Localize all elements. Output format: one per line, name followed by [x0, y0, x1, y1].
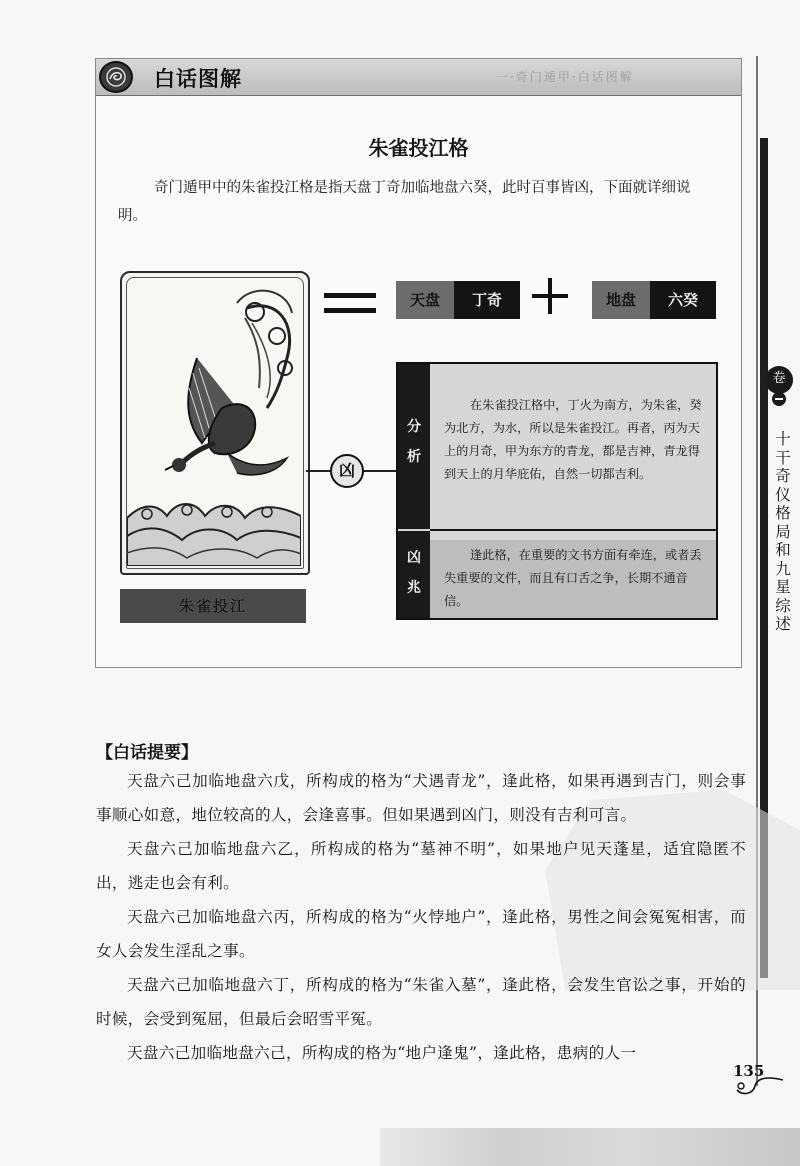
- paragraph: 天盘六己加临地盘六戊，所构成的格为“犬遇青龙”，逢此格，如果再遇到吉门，则会事事顺心如意，地位较高的人，会逢喜事。但如果遇到凶门，则没有吉利可言。: [96, 772, 746, 824]
- diagram-intro: 奇门遁甲中的朱雀投江格是指天盘丁奇加临地盘六癸，此时百事皆凶，下面就详细说明。: [118, 180, 691, 224]
- header-faint-text: 一·奇门遁甲·白话图解: [496, 70, 634, 84]
- analysis-divider: [430, 529, 716, 531]
- volume-char: 卷: [765, 366, 793, 394]
- diagram-title: 朱雀投江格: [368, 136, 469, 160]
- omen-side-label: 凶 兆: [398, 531, 430, 618]
- analysis-table: [396, 362, 718, 620]
- phoenix-illustration-card: [120, 271, 310, 575]
- paragraph: 天盘六己加临地盘六丙，所构成的格为“火悖地户”，逢此格，男性之间会冤冤相害，而女人会发生淫乱之事。: [96, 908, 746, 960]
- earth-plate-value: 六癸: [650, 281, 716, 319]
- omen-text: 逢此格，在重要的文书方面有牵连，或者丢失重要的文件，而且有口舌之争，长期不通音信。: [430, 540, 716, 618]
- chapter-title: 十干奇仪格局和九星综述: [775, 430, 791, 633]
- analysis-side-label: 分 析: [398, 364, 430, 529]
- illustration-panel: [95, 58, 742, 668]
- illustration-caption: [120, 589, 306, 623]
- earth-plate-label: 地盘: [592, 281, 650, 319]
- plus-sign-icon: [532, 278, 568, 314]
- analysis-text: 在朱雀投江格中，丁火为南方，为朱雀，癸为北方，为水，所以是朱雀投江。再者，丙为天上的月奇，甲为东方的青龙，都是吉神，青龙得到天上的月华庇佑，自然一切都吉利。: [444, 398, 702, 481]
- volume-number-icon: [772, 392, 786, 406]
- paragraph: 天盘六己加临地盘六己，所构成的格为“地户逢鬼”，逢此格，患病的人一: [127, 1044, 637, 1062]
- illustration-caption-text: 朱雀投江: [178, 597, 247, 615]
- heaven-plate-label: 天盘: [396, 281, 454, 319]
- page-swirl-icon: [735, 1072, 785, 1096]
- verdict-badge: 凶: [330, 454, 364, 488]
- heaven-plate-value: 丁奇: [454, 281, 520, 319]
- header-bar: [96, 59, 741, 96]
- page-number: 135: [733, 1062, 765, 1080]
- earth-plate-box: [592, 281, 716, 319]
- dragon-emblem-icon: [99, 61, 133, 93]
- body-text: [96, 764, 746, 1070]
- phoenix-illustration: [126, 277, 304, 569]
- heaven-plate-box: [396, 281, 520, 319]
- bottom-scan-band: [380, 1128, 800, 1166]
- volume-badge: [765, 366, 795, 406]
- equals-sign-icon: [324, 293, 376, 323]
- paragraph: 天盘六己加临地盘六乙，所构成的格为“墓神不明”，如果地户见天蓬星，适宜隐匿不出，逃走也会有利。: [96, 840, 746, 892]
- section-header-title: 白话图解: [154, 67, 242, 91]
- section-heading: 【白话提要】: [96, 743, 198, 763]
- paragraph: 天盘六己加临地盘六丁，所构成的格为“朱雀入墓”，逢此格，会发生官讼之事，开始的时候，会受到冤屈，但最后会昭雪平冤。: [96, 976, 746, 1028]
